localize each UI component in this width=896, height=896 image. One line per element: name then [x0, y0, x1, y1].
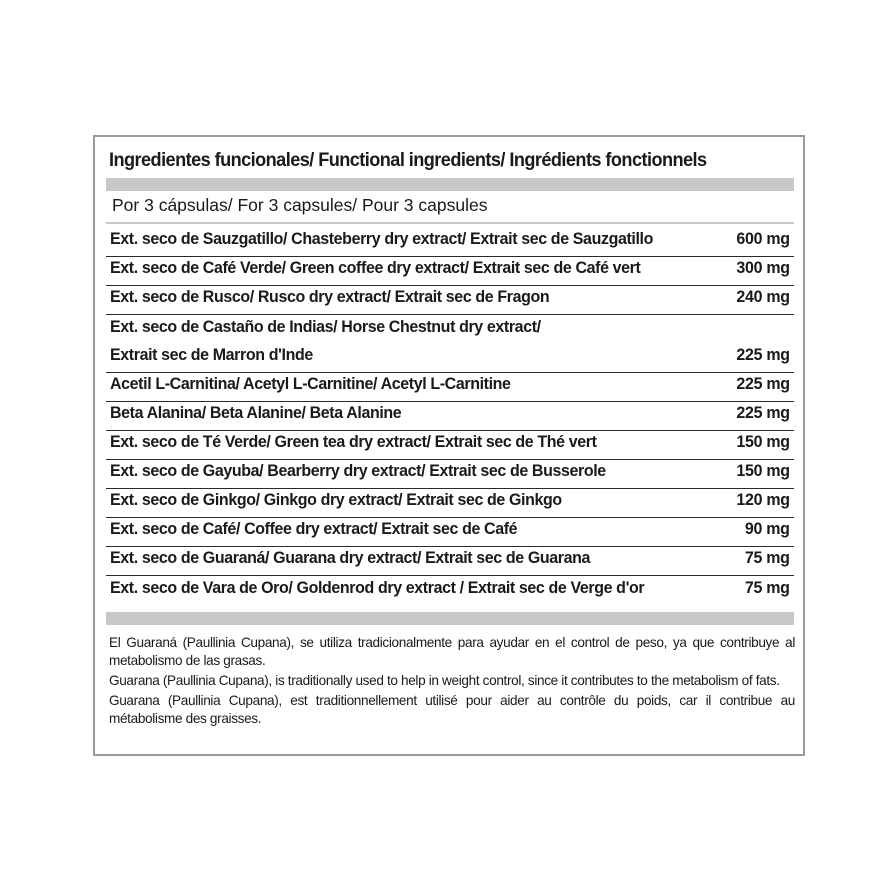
ingredient-amount: 225 mg — [736, 374, 790, 393]
ingredient-amount: 225 mg — [736, 403, 790, 422]
panel-title: Ingredientes funcionales/ Functional ingredients/ Ingrédients fonctionnels — [109, 149, 707, 171]
ingredients-panel — [93, 135, 805, 756]
ingredient-amount: 120 mg — [736, 490, 790, 509]
ingredient-name: Ext. seco de Café/ Coffee dry extract/ Extrait sec de Café — [110, 519, 518, 538]
ingredient-name: Ext. seco de Rusco/ Rusco dry extract/ Extrait sec de Fragon — [110, 287, 550, 306]
note-spanish: El Guaraná (Paullinia Cupana), se utiliza tradicionalmente para ayudar en el control de peso, ya que contribuye al metabolismo de las grasas. — [109, 635, 795, 668]
ingredient-amount: 240 mg — [736, 287, 790, 306]
servings-divider — [106, 222, 794, 224]
ingredient-name: Ext. seco de Ginkgo/ Ginkgo dry extract/ Extrait sec de Ginkgo — [110, 490, 562, 509]
ingredient-name: Ext. seco de Vara de Oro/ Goldenrod dry extract / Extrait sec de Verge d'or — [110, 578, 645, 597]
ingredient-row — [106, 547, 794, 576]
ingredient-row — [106, 315, 794, 373]
ingredient-name: Beta Alanina/ Beta Alanine/ Beta Alanine — [110, 403, 402, 422]
ingredient-name: Ext. seco de Castaño de Indias/ Horse Chestnut dry extract/ Extrait sec de Marron d'Inde — [110, 317, 541, 364]
ingredient-row — [106, 402, 794, 431]
ingredient-amount: 600 mg — [736, 229, 790, 248]
notes-section — [109, 634, 795, 730]
ingredient-row — [106, 460, 794, 489]
ingredient-name: Ext. seco de Gayuba/ Bearberry dry extract/ Extrait sec de Busserole — [110, 461, 606, 480]
ingredient-name: Ext. seco de Sauzgatillo/ Chasteberry dry extract/ Extrait sec de Sauzgatillo — [110, 229, 653, 248]
ingredient-name: Ext. seco de Café Verde/ Green coffee dry extract/ Extrait sec de Café vert — [110, 258, 641, 277]
ingredient-row — [106, 431, 794, 460]
ingredient-row — [106, 518, 794, 547]
ingredient-row — [106, 228, 794, 257]
ingredient-amount: 90 mg — [745, 519, 790, 538]
ingredient-row — [106, 489, 794, 518]
ingredient-row — [106, 576, 794, 605]
ingredient-amount: 75 mg — [745, 578, 790, 597]
ingredient-row — [106, 286, 794, 315]
footer-divider-bar — [106, 612, 794, 625]
header-divider-bar — [106, 178, 794, 191]
note-french: Guarana (Paullinia Cupana), est traditionnellement utilisé pour aider au contrôle du poids, car il contribue au métabolisme des graisses. — [109, 693, 795, 726]
ingredient-amount: 75 mg — [745, 548, 790, 567]
ingredient-row — [106, 373, 794, 402]
ingredient-row — [106, 257, 794, 286]
ingredient-name: Acetil L-Carnitina/ Acetyl L-Carnitine/ Acetyl L-Carnitine — [110, 374, 511, 393]
ingredient-name: Ext. seco de Té Verde/ Green tea dry extract/ Extrait sec de Thé vert — [110, 432, 597, 451]
ingredient-amount: 150 mg — [736, 461, 790, 480]
ingredient-amount: 300 mg — [736, 258, 790, 277]
servings-label: Por 3 cápsulas/ For 3 capsules/ Pour 3 capsules — [112, 195, 488, 215]
note-english: Guarana (Paullinia Cupana), is traditionally used to help in weight control, since it contributes to the metabolism of fats. — [109, 673, 780, 688]
ingredient-amount: 150 mg — [736, 432, 790, 451]
ingredients-table — [106, 228, 794, 605]
ingredient-amount: 225 mg — [736, 345, 790, 364]
ingredient-name: Ext. seco de Guaraná/ Guarana dry extract/ Extrait sec de Guarana — [110, 548, 591, 567]
